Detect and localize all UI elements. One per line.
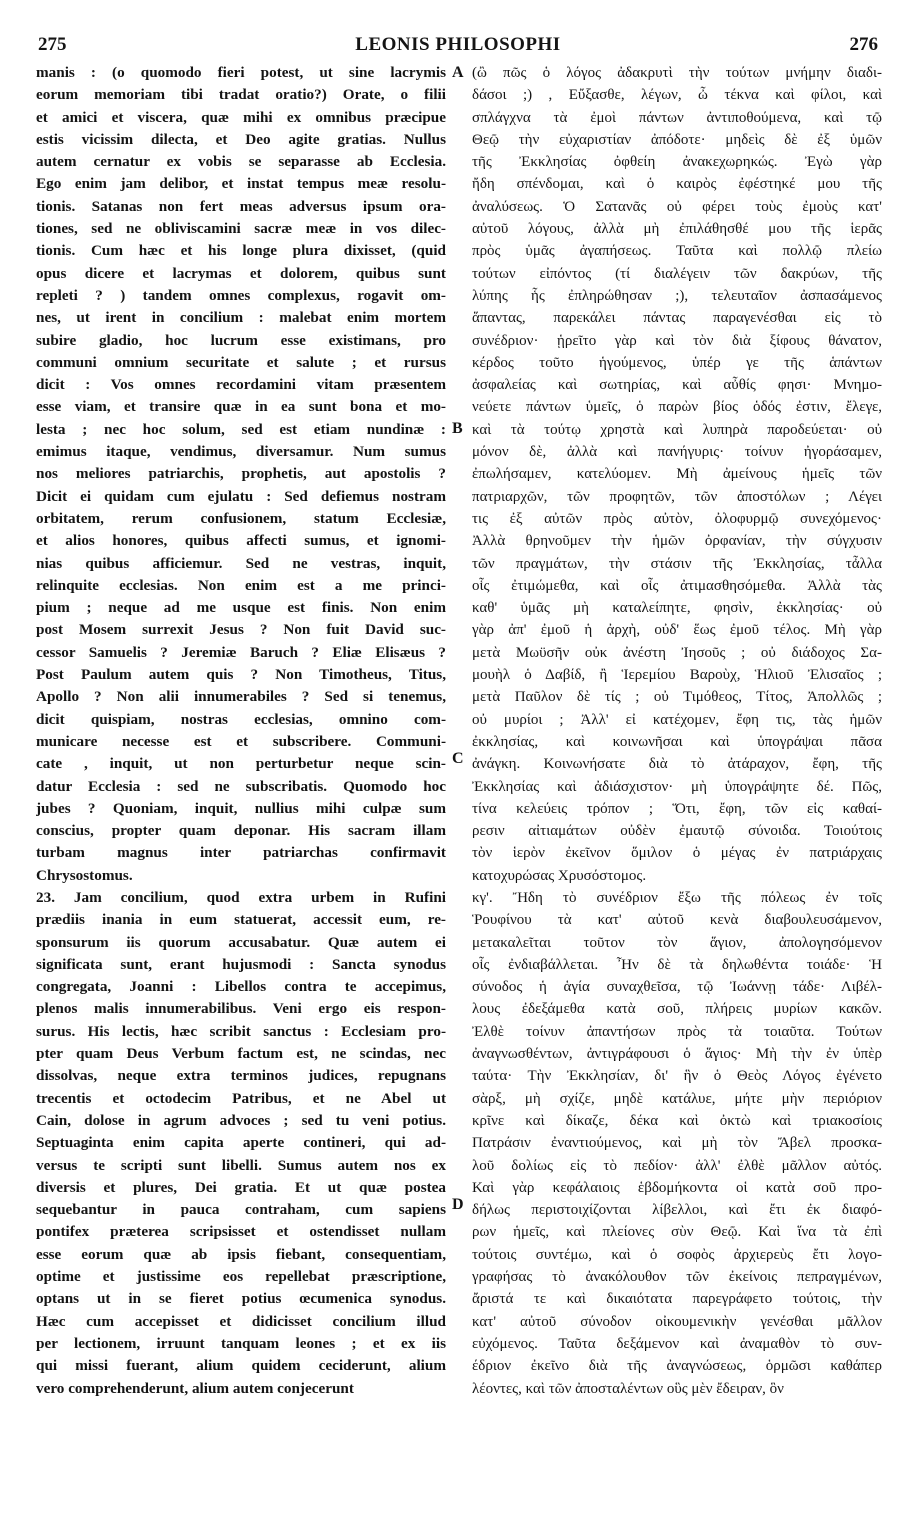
- greek-text-line: συνέδριον· ᾑρεῖτο γὰρ καὶ τὸν διὰ ξίφους θάνατον,: [472, 332, 882, 349]
- latin-text-line: surus. His lectis, hæc scribit sanctus : Ecclesiam pro-: [36, 1022, 446, 1040]
- greek-text-line: ἤδη σπένδομαι, καὶ ὁ καιρὸς ἐφέστηκέ μου τῆς: [472, 176, 882, 193]
- latin-text-line: diversis et plures, Dei gratia. Et ut quæ postea: [36, 1178, 446, 1196]
- greek-text-line: τούτοις συντέμω, καὶ ὁ σοφὸς ἀρχιερεὺς ἔτι λογο-: [472, 1246, 882, 1263]
- latin-text-line: emimus itaque, vendimus, diversamur. Num sumus: [36, 443, 446, 461]
- greek-text-line: κατ' αὐτοῦ σύνοδον οἰκουμενικὴν γενέσθαι μᾶλλον: [472, 1313, 882, 1330]
- latin-text-line: Septuaginta enim capita aperte contineri, qui ad-: [36, 1134, 446, 1152]
- latin-text-line: per lectionem, irruunt tanquam leones ; et ex iis: [36, 1334, 446, 1352]
- greek-text-line: Πατράσιν ἐναντιούμενος, καὶ μὴ τὸν Ἄβελ προσκα-: [472, 1135, 882, 1152]
- latin-text-line: tionis. Cum hæc et his longe plura dixisset, (quid: [36, 242, 446, 260]
- greek-text-line: καθ' ὑμᾶς μὴ καταλείπητε, φησὶν, ἐκκλησίας· οὐ: [472, 600, 882, 617]
- latin-text-line: esse eorum quæ ab ipsis fiebant, consequentiam,: [36, 1245, 446, 1263]
- greek-text-line: ἀναγνωσθέντων, ἀντιγράφουσι ὁ ἅγιος· Μὴ τὴν ἐν ὑπὲρ: [472, 1046, 882, 1063]
- latin-text-line: nes, ut irent in concilium : malebat enim mortem: [36, 309, 446, 327]
- greek-text-line: κέρδος τοῦτο ἡγούμενος, ὑπέρ γε τῆς ἁπάντων: [472, 354, 882, 371]
- greek-text-line: Ἐκκλησίας καὶ ἀδιάσχιστον· μὴ ὑπογράψητε δέ. Πῶς,: [472, 778, 882, 795]
- greek-text-line: γὰρ ἀπ' ἐμοῦ ἡ ἀρχὴ, οὐδ' ἕως ἐμοῦ τέλος. Μὴ γὰρ: [472, 622, 882, 639]
- greek-text-line: τις ἐξ αὐτῶν πρὸς αὐτὸν, ὀλοφυρμῷ συνεχόμενος·: [472, 510, 882, 527]
- greek-text-line: πατριαρχῶν, τῶν προφητῶν, τῶν ἀποστόλων ; Λέγει: [472, 488, 882, 505]
- latin-text-line: et amici et viscera, quæ mihi ex omnibus præcipue: [36, 108, 446, 126]
- latin-text-line: relinquite ecclesias. Non enim est a me princi-: [36, 576, 446, 594]
- page-header: [38, 34, 878, 60]
- greek-text-line: ρων ἡμεῖς, καὶ πλείονες σὺν Θεῷ. Καὶ ἵνα τὰ ἐπὶ: [472, 1224, 882, 1241]
- latin-text-line: opus dicere et lacrymas et dolorem, quibus sunt: [36, 264, 446, 282]
- running-title: LEONIS PHILOSOPHI: [355, 34, 561, 55]
- latin-text-line: Cain, dolose in agrum advoces ; sed tu veni potius.: [36, 1111, 446, 1129]
- latin-text-line: optime et justissime eos repellebat præscriptione,: [36, 1268, 446, 1286]
- latin-text-line: estis vicissim dilecta, et Deo agite gratias. Nullus: [36, 130, 446, 148]
- latin-text-line: autem cernatur ex vobis se separasse ab Ecclesia.: [36, 153, 446, 171]
- greek-text-line: γραφήσας τὸ ἀνακόλουθον τῶν ἐκείνοις πεπραγμένων,: [472, 1269, 882, 1286]
- latin-text-line: lesta ; nec hoc solum, sed est etiam nundinæ :: [36, 420, 446, 438]
- greek-text-line: Θεῷ τὴν εὐχαριστίαν ἀπόδοτε· μηδεὶς δὲ ἐξ ὑμῶν: [472, 131, 882, 148]
- greek-text-line: δάσοι ;) , Εὔξασθε, λέγων, ὦ τέκνα καὶ φίλοι, καὶ: [472, 87, 882, 104]
- greek-text-line: οἷς ἐτιμώμεθα, καὶ οἷς ἀτιμασθησόμεθα. Ἀλλὰ τὰς: [472, 577, 882, 594]
- greek-text-line: έδριον ἐκεῖνο διὰ τῆς ἀναγνώσεως, ὁρμῶσι καθάπερ: [472, 1358, 882, 1375]
- latin-text-line: communi omnium securitate et salute ; et rursus: [36, 353, 446, 371]
- latin-text-line: vero comprehenderunt, alium autem conjecerunt: [36, 1379, 354, 1397]
- greek-text-line: δήλως περιστοιχίζονται λίβελλοι, καὶ ἔτι ἐκ διαφό-: [472, 1202, 882, 1219]
- latin-text-line: nos meliores patriarchis, prophetis, aut apostolis ?: [36, 465, 446, 483]
- latin-text-line: Dicit ei quidam cum ejulatu : Sed defiemus nostram: [36, 487, 446, 505]
- latin-text-line: 23. Jam concilium, quod extra urbem in Rufini: [36, 888, 446, 906]
- latin-text-line: datur Ecclesia : sed ne subscribatis. Quomodo hoc: [36, 777, 446, 795]
- latin-text-line: sponsurum iis quorum accusabatur. Quæ autem ei: [36, 933, 446, 951]
- latin-text-line: manis : (o quomodo fieri potest, ut sine lacrymis: [36, 64, 446, 81]
- latin-text-line: conscius, propter quam deponar. His sacram illam: [36, 822, 446, 840]
- greek-text-line: Ῥουφίνου τὰ κατ' αὐτοῦ κενὰ διαβουλευσάμενον,: [472, 912, 882, 929]
- latin-text-line: nias quibus afficiemur. Sed ne vestras, inquit,: [36, 554, 446, 572]
- latin-text-line: tionis. Satanas non fert meas adversus ipsum ora-: [36, 197, 446, 215]
- latin-text-line: versus te scripti sunt libelli. Sumus autem nos ex: [36, 1156, 446, 1174]
- greek-text-line: καὶ τὰ τούτῳ χρηστὰ καὶ λυπηρὰ παροδεύεται· οὐ: [472, 421, 882, 438]
- greek-text-line: κρῖνε καὶ δίκαζε, δέκα καὶ ὀκτὼ καὶ τριακοσίοις: [472, 1112, 882, 1129]
- latin-text-line: pontifex præterea scripsisset et ostendisset nullam: [36, 1223, 446, 1241]
- greek-text-line: ἅπαντας, παρεκάλει πάντας παραγενέσθαι εἰς τὸ: [472, 310, 882, 327]
- greek-text-line: τὸν ἱερὸν ἐκεῖνον ὅμιλον ὁ μέγας ἐν πατριάρχαις: [472, 845, 882, 862]
- left-page-number: 275: [38, 34, 67, 55]
- greek-text-line: λους ἐδεξάμεθα κατὰ σοῦ, πλήρεις μυρίων κακῶν.: [472, 1001, 882, 1018]
- latin-text-line: significata sunt, erant hujusmodi : Sancta synodus: [36, 955, 446, 973]
- greek-text-line: ρεσιν αἰτιαμάτων οὐδὲν ἐμαυτῷ σύνοιδα. Τοιούτοις: [472, 823, 882, 840]
- greek-text-line: εὐχόμενος. Ταῦτα δεξάμενον καὶ ἀναμαθὸν τὸ συν-: [472, 1335, 882, 1352]
- greek-text-line: τῆς Ἐκκλησίας ὀφθείη ἀνακεχωρηκώς. Ἐγὼ γὰρ: [472, 154, 882, 171]
- latin-text-line: Apollo ? Non alii innumerabiles ? Sed si tenemus,: [36, 688, 446, 706]
- greek-text-line: σπλάγχνα τὰ ἐμοὶ πάντων ἀντιποθούμενα, καὶ τῷ: [472, 109, 882, 126]
- latin-text-line: Ego enim jam delibor, et instat tempus meæ resolu-: [36, 175, 446, 193]
- latin-text-line: municare necesse est et subscribere. Communi-: [36, 732, 446, 750]
- latin-text-line: Post Paulum autem quis ? Non Timotheus, Titus,: [36, 666, 446, 684]
- latin-text-line: post Mosem surrexit Jesus ? Non fuit David suc-: [36, 621, 446, 639]
- greek-text-line: αὐτοῦ λόγους, ἀλλὰ μὴ ἐπιλάθησθέ μου τῆς ἱερᾶς: [472, 221, 882, 238]
- latin-text-line: cate , inquit, ut non perturbetur neque scin-: [36, 755, 446, 773]
- greek-text-line: ἀσφαλείας καὶ σωτηρίας, καὶ αὖθίς φησι· Μνημο-: [472, 377, 882, 394]
- greek-text-line: μετὰ Μωϋσῆν οὐκ ἀνέστη Ἰησοῦς ; οὐ διάδοχος Σα-: [472, 644, 882, 661]
- latin-text-line: turbam magnus inter patriarchas confirmavit: [36, 844, 446, 862]
- latin-text-line: plenos malis innumerabilibus. Veni ergo eis respon-: [36, 1000, 446, 1018]
- greek-text-line: νεύετε πάντων ὑμεῖς, ὁ παρὼν βίος ὁδός ἐστιν, ἔλεγε,: [472, 399, 882, 416]
- greek-text-line: Ἀλλὰ θρηνοῦμεν τὴν ἡμῶν ὀρφανίαν, τὴν σύγχυσιν: [472, 533, 882, 550]
- greek-text-line: μετακαλεῖται τοῦτον τὸν ἅγιον, ἀπολογησόμενον: [472, 934, 882, 951]
- greek-text-line: κγ'. Ἤδη τὸ συνέδριον ἔξω τῆς πόλεως ἐν τοῖς: [472, 889, 882, 906]
- greek-text-line: μετὰ Παῦλον δὲ τίς ; οὐ Τιμόθεος, Τίτος, Ἀπολλῶς ;: [472, 689, 882, 706]
- latin-text-line: jubes ? Quoniam, inquit, nullius mihi culpæ sum: [36, 799, 446, 817]
- latin-text-line: esse viam, et transire quæ in ea sunt bona et mo-: [36, 398, 446, 416]
- greek-text-line: λοῦ δολίως εἰς τὸ πεδίον· ἀλλ' ἐλθὲ μᾶλλον αὐτός.: [472, 1157, 882, 1174]
- latin-text-line: et alios honores, quibus affecti sumus, et ignomi-: [36, 532, 446, 550]
- greek-text-line: τίνα κελεύεις τρόπον ; Ὅτι, ἔφη, τῶν εἰς καθαί-: [472, 800, 882, 817]
- greek-text-line: λύπης ἧς ἐπληρώθησαν ;), τελευταῖον ἀσπασάμενος: [472, 287, 882, 304]
- latin-text-line: eorum memoriam tibi tradat oratio?) Orate, o filii: [36, 86, 446, 104]
- latin-text-line: Hæc cum accepisset et didicisset concilium illud: [36, 1312, 446, 1330]
- latin-text-line: Chrysostomus.: [36, 866, 133, 884]
- greek-text-line: ἐκκλησίας, καὶ κοινωνῆσαι καὶ ὑπογράψαι πᾶσα: [472, 733, 882, 750]
- greek-text-line: Ἐλθὲ τοίνυν ἀπαντήσων πρὸς τὰ τοιαῦτα. Τούτων: [472, 1023, 882, 1040]
- greek-text-line: Καὶ γὰρ κεφάλαιοις ἑβδομήκοντα οἱ κατὰ σοῦ προ-: [472, 1179, 882, 1196]
- greek-text-line: μόνον δὲ, ἀλλὰ καὶ πανήγυρις· τοίνυν ἠγοράσαμεν,: [472, 444, 882, 461]
- latin-text-line: qui missi fuerant, alium quidem ceciderunt, alium: [36, 1357, 446, 1375]
- latin-text-line: tiones, sed ne obliviscamini sacræ meæ in vos dilec-: [36, 220, 446, 238]
- greek-text-line: σύνοδος ἡ ἁγία συναχθεῖσα, τῷ Ἰωάννῃ τάδε· Λιβέλ-: [472, 979, 882, 996]
- greek-text-line: οἷς ἐνδιαβάλλεται. Ἦν δὲ τὰ δηλωθέντα τοιάδε· Ἡ: [472, 956, 882, 973]
- greek-text-line: μουὴλ ὁ Δαβίδ, ἢ Ἱερεμίου Βαροὺχ, Ἡλιοῦ Ἐλισαῖος ;: [472, 667, 882, 684]
- latin-text-line: dicit quispiam, nostras ecclesias, omnino com-: [36, 710, 446, 728]
- greek-text-line: λέοντες, καὶ τῶν ἀποσταλέντων οὓς μὲν ἔδειραν, ὃν: [472, 1380, 784, 1397]
- latin-text-line: congregata, Joanni : Libellos contra te accepimus,: [36, 978, 446, 996]
- latin-text-line: pium ; neque ad me usque est finis. Non enim: [36, 599, 446, 617]
- margin-marker-c: C: [452, 750, 464, 767]
- greek-text-line: ἐπωλήσαμεν, κατελύομεν. Μὴ ἀμείνους ἡμεῖς τῶν: [472, 466, 882, 483]
- latin-text-line: optans ut in se fieret potius œcumenica synodus.: [36, 1290, 446, 1308]
- latin-text-line: trecentis et octodecim Patribus, et ne Abel ut: [36, 1089, 446, 1107]
- latin-column: [36, 62, 446, 1400]
- greek-text-line: ἄριστά τε καὶ δικαιότατα παρεγράφετο τούτοις, τὴν: [472, 1291, 882, 1308]
- greek-text-line: πρὸς ὑμᾶς ἀγαπήσεως. Ταῦτα καὶ πολλῷ πλείω: [472, 243, 882, 260]
- greek-text-line: οὐ μυρίοι ; Ἀλλ' εἰ κατέχομεν, ἔφη τις, τὰς ἡμῶν: [472, 711, 882, 728]
- latin-text-line: repleti ? ) tandem omnes complexus, rogavit om-: [36, 286, 446, 304]
- latin-text-line: pter quam Deus Verbum factum est, ne scindas, nec: [36, 1045, 446, 1063]
- greek-text-line: τούτων εἰπόντος (τί διαλέγειν τῶν δακρύων, τῆς: [472, 265, 882, 282]
- latin-text-line: dicit : Vos omnes recordamini vitam præsentem: [36, 376, 446, 394]
- latin-text-line: subire gladio, hoc lucrum esse existimans, pro: [36, 331, 446, 349]
- greek-column: [472, 62, 882, 1400]
- margin-marker-d: D: [452, 1196, 464, 1213]
- greek-text-line: τῶν πραγμάτων, τὴν στάσιν τῆς Ἐκκλησίας, τἆλλα: [472, 555, 882, 572]
- greek-text-line: σὰρξ, μὴ σχίζε, μηδὲ κατάλυε, μήτε μὴν περιόριον: [472, 1090, 882, 1107]
- greek-text-line: κατοχυρώσας Χρυσόστομος.: [472, 867, 647, 884]
- latin-text-line: prædiis inania in eum statuerat, accessit eum, re-: [36, 911, 446, 929]
- margin-marker-b: B: [452, 420, 463, 437]
- margin-marker-a: A: [452, 64, 464, 81]
- right-page-number: 276: [849, 34, 878, 55]
- greek-text-line: ἀναλύσεως. Ὁ Σατανᾶς οὐ φέρει τοὺς ἐμοὺς κατ': [472, 198, 882, 215]
- greek-text-line: (ὢ πῶς ὁ λόγος ἀδακρυτὶ τὴν τούτων μνήμην διαδι-: [472, 65, 882, 81]
- latin-text-line: orbitatem, rerum confusionem, statum Ecclesiæ,: [36, 509, 446, 527]
- latin-text-line: cessor Samuelis ? Jeremiæ Baruch ? Eliæ Elisæus ?: [36, 643, 446, 661]
- greek-text-line: ἀνάγκη. Κοινωνήσατε διὰ τὸ ἀτάραχον, ἔφη, τῆς: [472, 756, 882, 773]
- latin-text-line: dissolvas, neque extra terminos judices, repugnans: [36, 1067, 446, 1085]
- greek-text-line: ταύτα· Τὴν Ἐκκλησίαν, δι' ἣν ὁ Θεὸς Λόγος ἐγένετο: [472, 1068, 882, 1085]
- latin-text-line: sequebantur in pauca contraham, cum sapiens: [36, 1201, 446, 1219]
